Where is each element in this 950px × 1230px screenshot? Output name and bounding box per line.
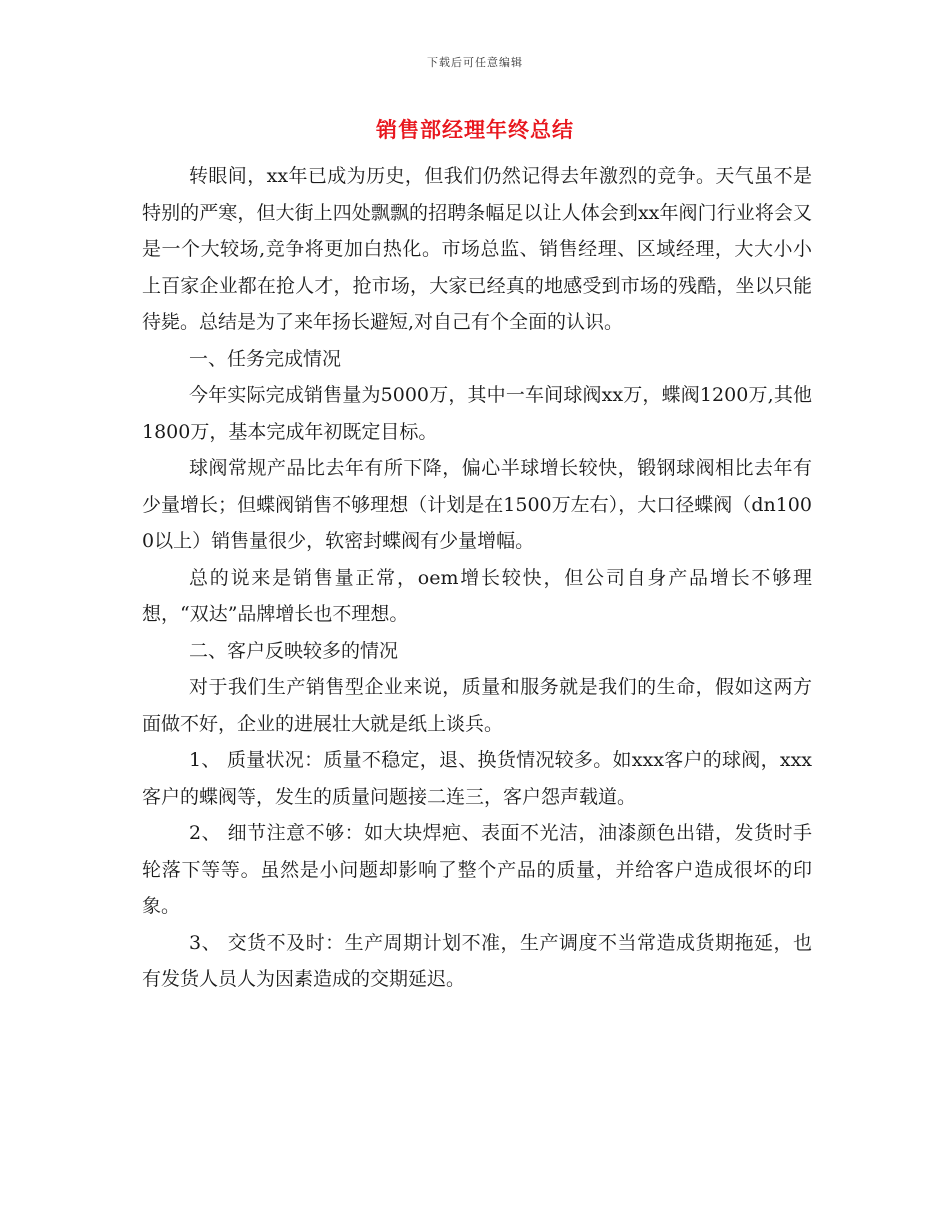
section-heading-customer-feedback: 二、客户反映较多的情况 <box>189 639 399 662</box>
paragraph-overall-summary: 总的说来是销售量正常，oem增长较快，但公司自身产品增长不够理想，“双达”品牌增长也不理想。 <box>142 566 812 625</box>
paragraph-sales-volume: 今年实际完成销售量为5000万，其中一车间球阀xx万，蝶阀1200万,其他1800万，基本完成年初既定目标。 <box>142 384 812 443</box>
list-item-detail-attention: 2、 细节注意不够：如大块焊疤、表面不光洁，油漆颜色出错，发货时手轮落下等等。虽然是小问题却影响了整个产品的质量，并给客户造成很坏的印象。 <box>142 822 812 917</box>
list-item-delivery-delay: 3、 交货不及时：生产周期计划不准，生产调度不当常造成货期拖延，也有发货人员人为因素造成的交期延迟。 <box>142 931 812 990</box>
list-item-quality-status: 1、 质量状况：质量不稳定，退、换货情况较多。如xxx客户的球阀，xxx客户的蝶阀等，发生的质量问题接二连三，客户怨声载道。 <box>142 749 812 808</box>
paragraph-quality-service: 对于我们生产销售型企业来说，质量和服务就是我们的生命，假如这两方面做不好，企业的进展壮大就是纸上谈兵。 <box>142 676 812 735</box>
paragraph-intro: 转眼间，xx年已成为历史，但我们仍然记得去年激烈的竞争。天气虽不是特别的严寒，但大街上四处飘飘的招聘条幅足以让人体会到xx年阀门行业将会又是一个大较场,竞争将更加白热化。市场总监、销售经理、区域经理，大大小小上百家企业都在抢人才，抢市场，大家已经真的地感受到市场的残酷，坐以只能待毙。总结是为了来年扬长避短,对自己有个全面的认识。 <box>142 165 812 333</box>
document-body <box>142 158 812 998</box>
page-header-note: 下载后可任意编辑 <box>427 56 523 69</box>
section-heading-task-completion: 一、任务完成情况 <box>189 347 342 370</box>
paragraph-product-analysis: 球阀常规产品比去年有所下降，偏心半球增长较快，锻钢球阀相比去年有少量增长；但蝶阀销售不够理想（计划是在1500万左右），大口径蝶阀（dn1000以上）销售量很少，软密封蝶阀有少量增幅。 <box>142 457 812 552</box>
document-title: 销售部经理年终总结 <box>376 117 574 142</box>
